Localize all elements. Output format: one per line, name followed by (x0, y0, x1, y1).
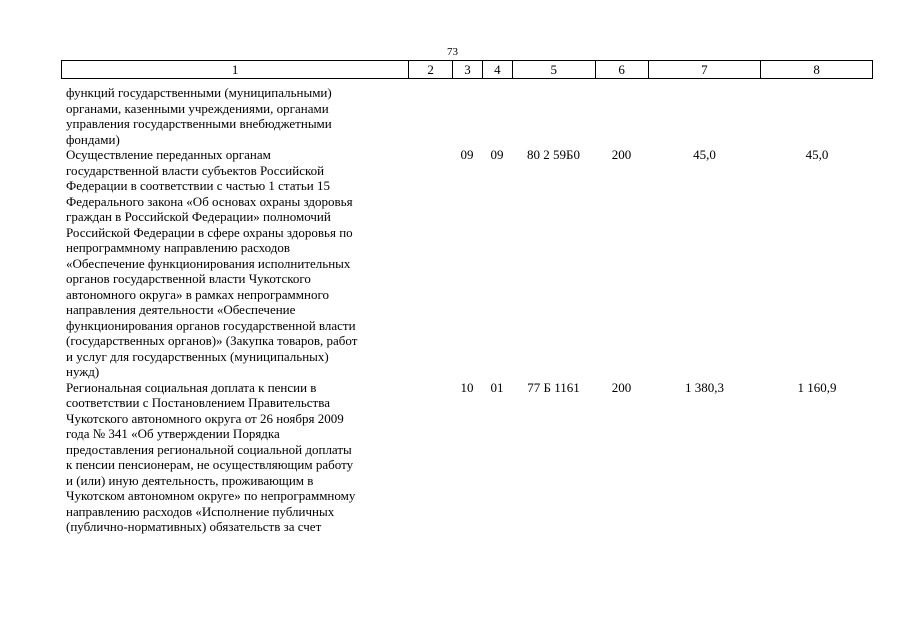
table-row (61, 147, 873, 380)
header-col-2: 2 (408, 61, 452, 78)
description-line: управления государственными внебюджетными (66, 116, 332, 131)
header-col-6: 6 (595, 61, 648, 78)
expense-type-code: 200 (611, 147, 632, 162)
description-line: Региональная социальная доплата к пенсии в (66, 379, 317, 395)
amount-year-2 (761, 85, 873, 147)
description-line: соответствии с Постановлением Правительства (66, 395, 330, 410)
amount-year-1: 45,0 (693, 147, 716, 162)
description-line: нужд) (66, 364, 100, 379)
chapter-code (452, 85, 482, 147)
description-line: предоставления региональной социальной доплаты (66, 441, 352, 457)
description-line: «Обеспечение функционирования исполнительных (66, 255, 351, 271)
expense-type-code: 200 (611, 379, 632, 395)
description-line: фондами) (66, 131, 120, 147)
description-line: и услуг для государственных (муниципальных) (66, 348, 329, 364)
description-line: автономного округа» в рамках непрограммного (66, 286, 329, 302)
description-line: государственной власти субъектов Российской (66, 162, 325, 178)
row-description (61, 85, 408, 147)
header-col-7: 7 (648, 61, 761, 78)
header-col-1: 1 (231, 62, 239, 77)
section-code (408, 147, 452, 380)
header-col-3: 3 (452, 61, 482, 78)
description-line: Осуществление переданных органам (66, 147, 271, 162)
description-line: функций государственными (муниципальными) (66, 85, 332, 100)
header-col-4: 4 (482, 61, 512, 78)
description-line: и (или) иную деятельность, проживающим в (66, 472, 314, 488)
subsection-code: 09 (490, 147, 504, 162)
description-line: органами, казенными учреждениями, органами (66, 100, 329, 116)
description-line: граждан в Российской Федерации» полномочий (66, 209, 331, 224)
description-line: Федерации в соответствии с частью 1 статьи 15 (66, 178, 331, 193)
header-col-5: 5 (512, 61, 595, 78)
amount-year-1 (648, 85, 761, 147)
description-line: (публично-нормативных) обязательств за счет (66, 519, 322, 534)
description-line: непрограммному направлению расходов (66, 240, 291, 255)
section-code (408, 380, 452, 535)
row-description (61, 380, 408, 535)
chapter-code: 10 (460, 379, 474, 395)
budget-table (61, 60, 873, 535)
amount-year-1: 1 380,3 (685, 379, 724, 395)
description-line: к пенсии пенсионерам, не осуществляющим работу (66, 457, 354, 472)
description-line: года № 341 «Об утверждении Порядка (66, 426, 280, 441)
target-article-code: 80 2 59Б0 (527, 147, 580, 162)
header-col-8: 8 (760, 61, 872, 78)
table-row (61, 380, 873, 535)
description-line: направлению расходов «Исполнение публичных (66, 503, 335, 519)
amount-year-2: 1 160,9 (797, 379, 837, 395)
description-line: (государственных органов)» (Закупка товаров, работ (66, 333, 358, 348)
table-body (61, 85, 873, 535)
amount-year-2: 45,0 (805, 147, 829, 162)
table-header-row (61, 60, 873, 79)
expense-type-code (595, 85, 648, 147)
description-line: Федерального закона «Об основах охраны здоровья (66, 193, 353, 209)
table-row (61, 85, 873, 147)
description-line: функционирования органов государственной власти (66, 317, 356, 333)
description-line: органов государственной власти Чукотского (66, 271, 311, 286)
page-number: 73 (447, 46, 458, 58)
description-line: Чукотском автономном округе» по непрограммному (66, 488, 356, 503)
chapter-code: 09 (460, 147, 474, 162)
description-line: Российской Федерации в сфере охраны здоровья по (66, 224, 353, 240)
target-article-code (512, 85, 595, 147)
description-line: направления деятельности «Обеспечение (66, 302, 296, 317)
subsection-code: 01 (490, 379, 504, 395)
target-article-code: 77 Б 1161 (527, 379, 580, 395)
section-code (408, 85, 452, 147)
row-description (61, 147, 408, 380)
description-line: Чукотского автономного округа от 26 ноября 2009 (66, 410, 344, 426)
subsection-code (482, 85, 512, 147)
